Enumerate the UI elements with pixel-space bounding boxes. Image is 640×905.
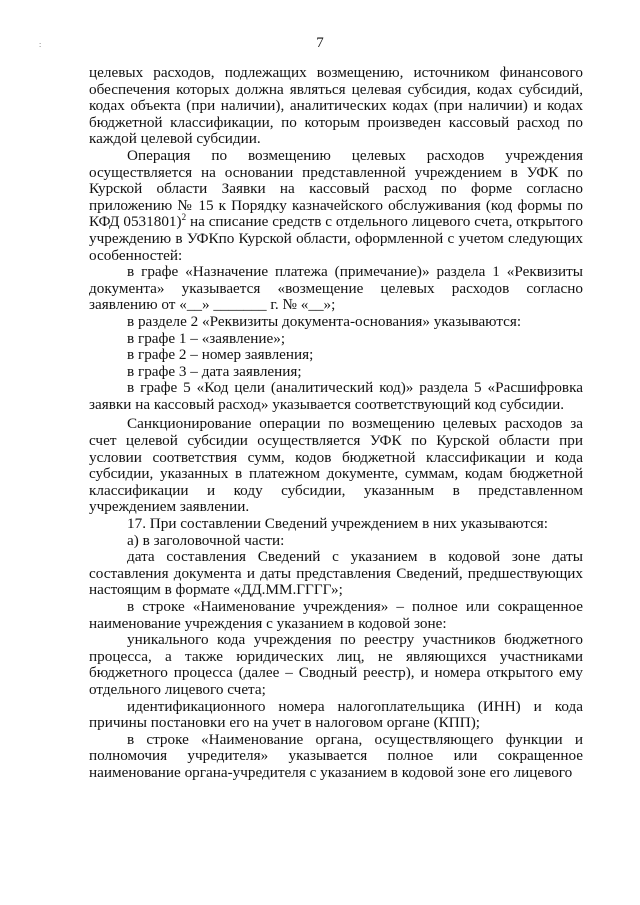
paragraph-section2: в разделе 2 «Реквизиты документа-основания» указываются:	[127, 312, 522, 330]
margin-mark: :	[39, 40, 42, 49]
paragraph-purpose: в графе «Назначение платежа (примечание)» раздела 1 «Реквизиты документа» указывается «возмещение целевых расходов согласно заявлению от «__» _______ г. № «__»;	[89, 263, 583, 314]
paragraph-inn-kpp: идентификационного номера налогоплательщика (ИНН) и кода причины постановки его на учет в налоговом органе (КПП);	[89, 697, 583, 732]
paragraph-unique-code: уникального кода учреждения по реестру участников бюджетного процесса, а также юридических лиц, не являющихся участниками бюджетного процесса (далее – Сводный реестр), и номера открытого ему отдельного лицевого счета;	[89, 631, 583, 698]
paragraph-operation	[89, 148, 583, 264]
paragraph-date: дата составления Сведений с указанием в кодовой зоне даты составления документа и даты представления Сведений, предшествующих настоящим в формате «ДД.ММ.ГГГГ»;	[89, 548, 583, 599]
page-number: 7	[316, 35, 324, 51]
paragraph-founder: в строке «Наименование органа, осуществляющего функции и полномочия учредителя» указывается полное или сокращенное наименование органа-учредителя с указанием в кодовой зоне его лицевого	[89, 730, 583, 781]
list-item: в графе 3 – дата заявления;	[127, 362, 302, 380]
paragraph-column5: в графе 5 «Код цели (аналитический код)» раздела 5 «Расшифровка заявки на кассовый расход» указывается соответствующий код субсидии.	[89, 379, 583, 413]
list-item: в графе 2 – номер заявления;	[127, 346, 314, 364]
paragraph-continuation: целевых расходов, подлежащих возмещению, источником финансового обеспечения которых должна являться целевая субсидия, кодах субсидий, кодах объекта (при наличии), аналитических кодах (при наличии) и кодах бюджетной классификации, по которым произведен кассовый расход по каждой целевой субсидии.	[89, 64, 583, 148]
paragraph-institution-name: в строке «Наименование учреждения» – полное или сокращенное наименование учреждения с указанием в кодовой зоне:	[89, 598, 583, 632]
paragraph-header-part: а) в заголовочной части:	[127, 531, 285, 549]
paragraph-item-17: 17. При составлении Сведений учреждением в них указываются:	[127, 515, 549, 533]
paragraph-sanction: Санкционирование операции по возмещению целевых расходов за счет целевой субсидии осуществляется УФК по Курской области при условии соответствия сумм, кодов бюджетной классификации и кода субсидии, указанных в платежном документе, суммам, кодам бюджетной классификации и коду субсидии, указанным в представленном учреждением заявлении.	[89, 415, 583, 516]
list-item: в графе 1 – «заявление»;	[127, 329, 286, 347]
paragraph-operation-text-cont: на списание средств с отдельного лицевого счета, открытого учреждению в УФКпо Курской области, оформленной с учетом следующих особенностей:	[89, 213, 583, 264]
footnote-ref: 2	[181, 212, 187, 223]
paragraph-operation-text: Операция по возмещению целевых расходов учреждения осуществляется на основании представленной учреждением в УФК по Курской области Заявки на кассовый расход по форме согласно приложению № 15 к Порядку казначейского обслуживания (код формы по КФД 0531801)	[89, 146, 583, 231]
document-body	[89, 65, 583, 782]
